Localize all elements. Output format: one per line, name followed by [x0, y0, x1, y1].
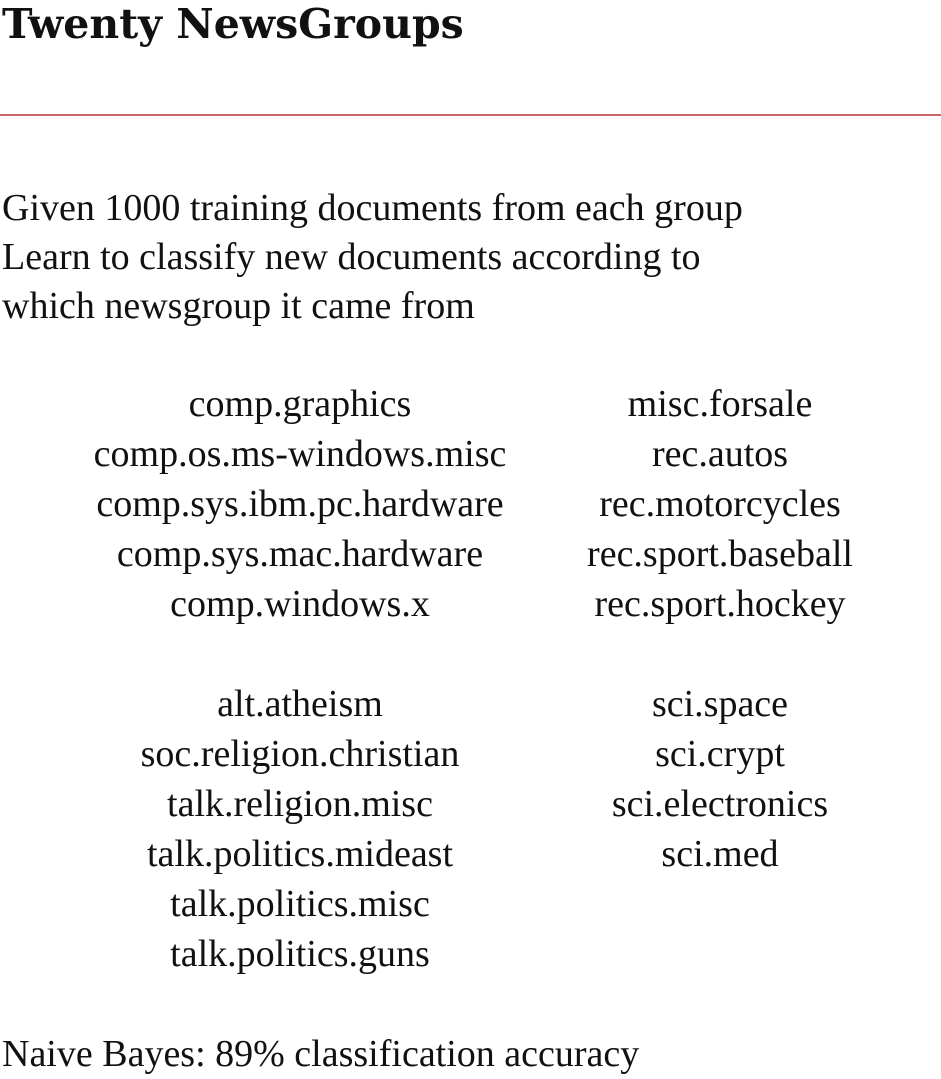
newsgroup-item: sci.space: [651, 683, 789, 725]
intro-line: which newsgroup it came from: [2, 285, 475, 327]
newsgroup-list-comp: [40, 379, 560, 629]
title-divider: [0, 114, 941, 116]
newsgroup-item: sci.electronics: [611, 783, 829, 825]
newsgroup-item: comp.sys.ibm.pc.hardware: [96, 483, 504, 525]
newsgroup-list-religion-politics: [40, 679, 560, 979]
accuracy-result: Naive Bayes: 89% classification accuracy: [2, 1033, 640, 1075]
intro-paragraph: [2, 184, 941, 331]
newsgroup-item: talk.politics.misc: [170, 883, 430, 925]
newsgroup-item: rec.autos: [651, 433, 789, 475]
newsgroup-item: talk.religion.misc: [167, 783, 433, 825]
intro-line: Given 1000 training documents from each group: [2, 187, 743, 229]
intro-line: Learn to classify new documents according to: [2, 236, 701, 278]
newsgroup-item: misc.forsale: [627, 383, 813, 425]
newsgroup-item: comp.sys.mac.hardware: [116, 533, 484, 575]
newsgroup-item: sci.med: [661, 833, 779, 875]
newsgroup-item: comp.os.ms-windows.misc: [93, 433, 507, 475]
newsgroup-item: alt.atheism: [217, 683, 383, 725]
newsgroup-item: rec.sport.hockey: [594, 583, 846, 625]
newsgroup-item: talk.politics.mideast: [146, 833, 454, 875]
newsgroup-item: rec.sport.baseball: [587, 533, 853, 575]
newsgroup-list-sci: [560, 679, 880, 879]
newsgroup-item: soc.religion.christian: [140, 733, 460, 775]
newsgroup-item: talk.politics.guns: [170, 933, 430, 975]
newsgroup-item: sci.crypt: [655, 733, 785, 775]
newsgroup-list-rec: [560, 379, 880, 629]
slide-title: Twenty NewsGroups: [2, 0, 464, 48]
newsgroup-item: comp.graphics: [188, 383, 412, 425]
newsgroup-item: comp.windows.x: [170, 583, 430, 625]
newsgroup-item: rec.motorcycles: [599, 483, 841, 525]
